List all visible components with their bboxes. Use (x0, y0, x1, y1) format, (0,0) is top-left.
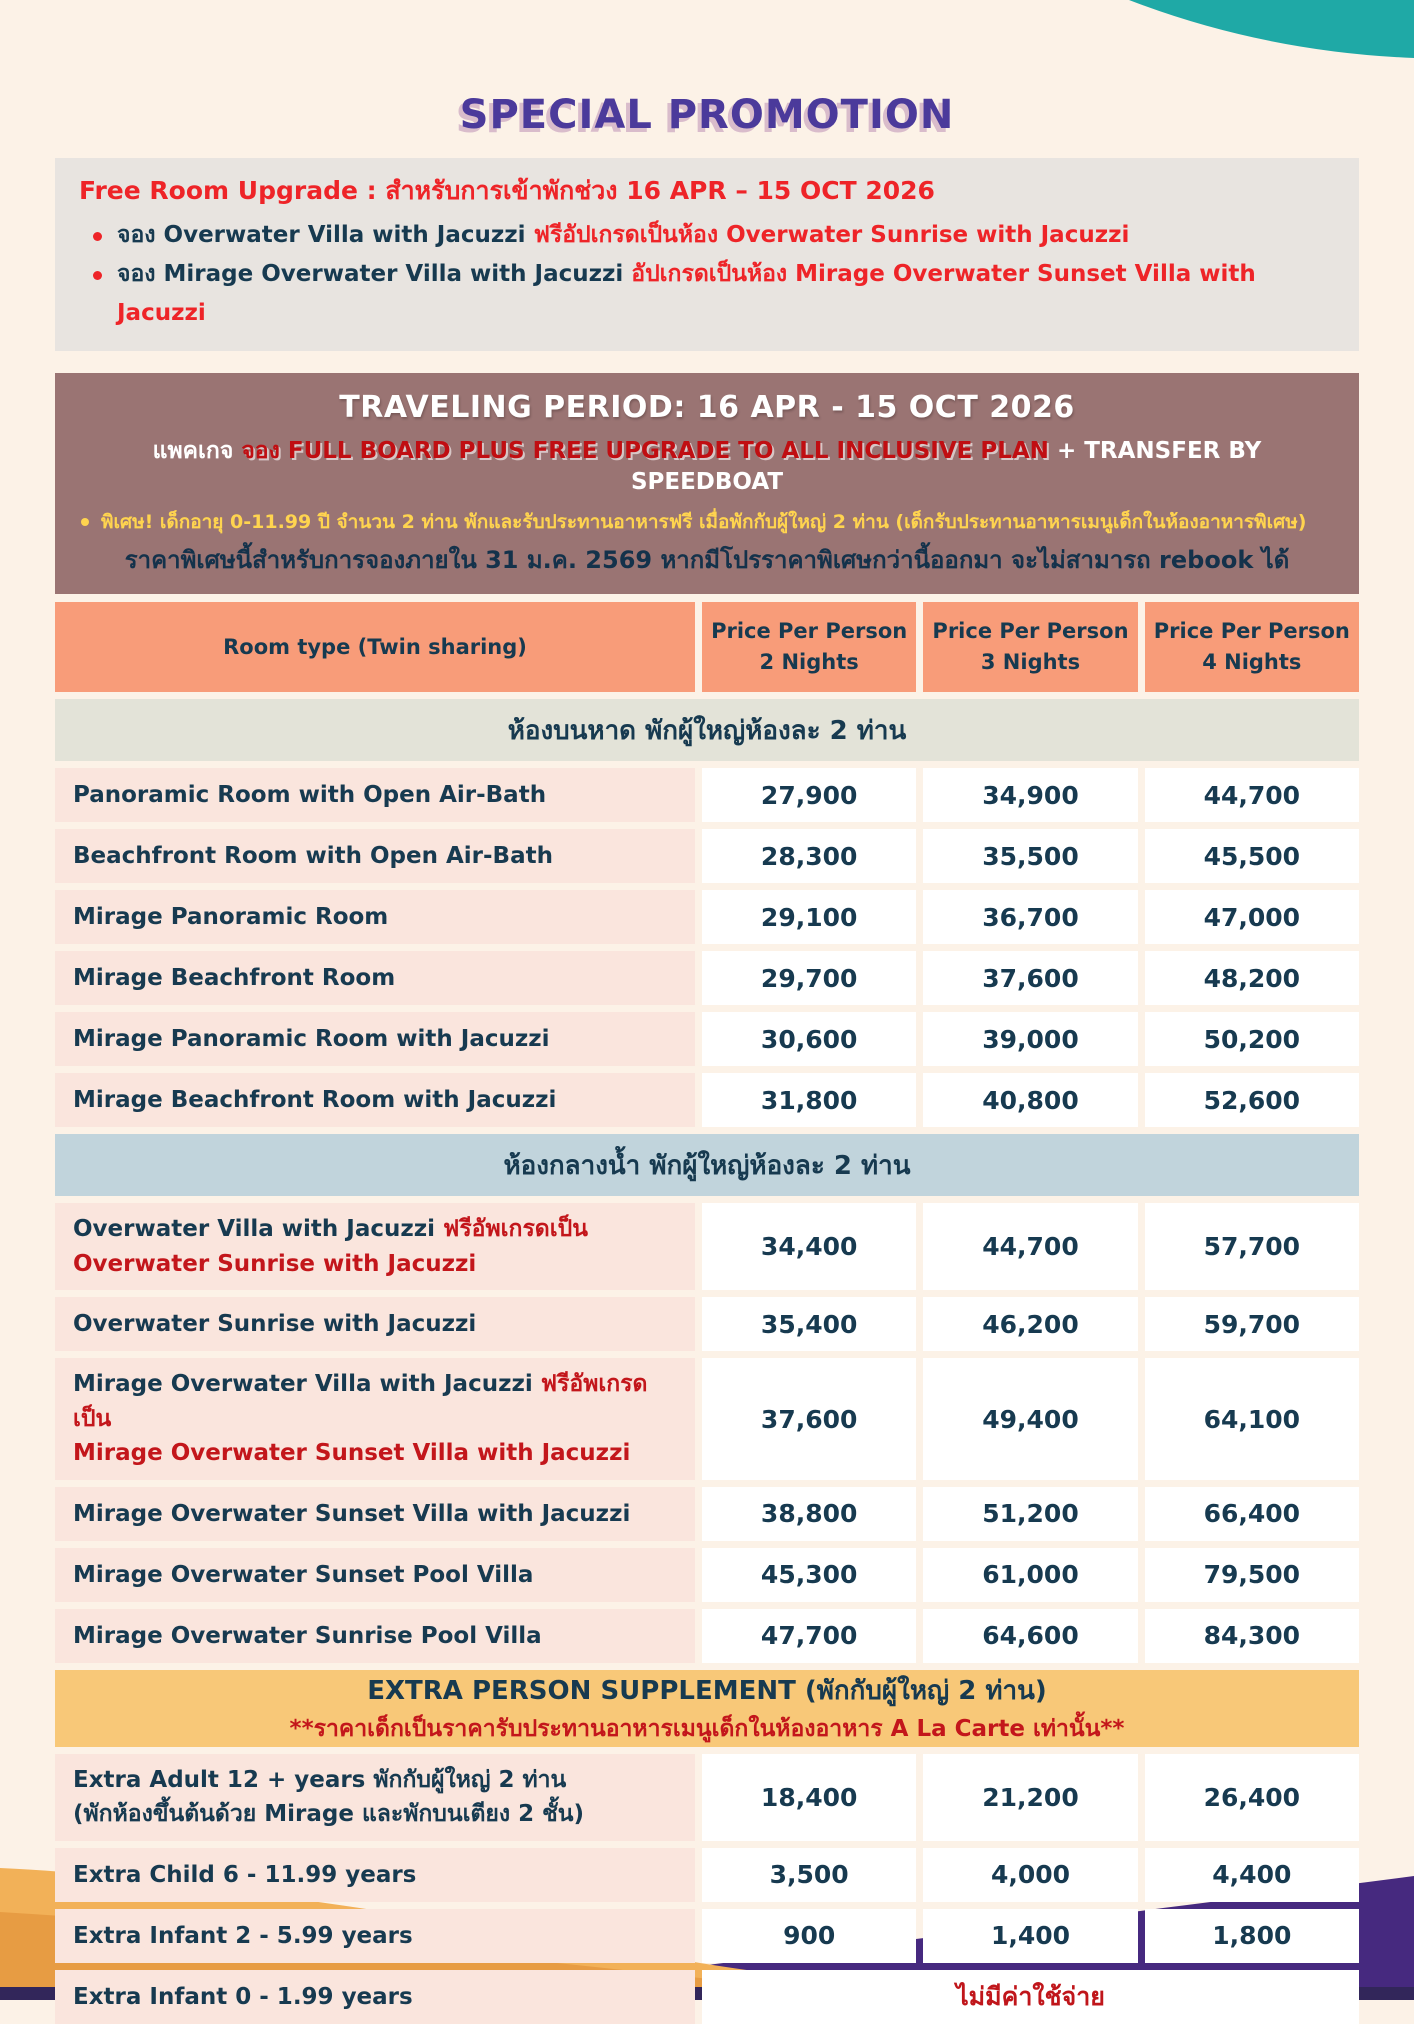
section-header-text: ห้องบนหาด พักผู้ใหญ่ห้องละ 2 ท่าน (507, 715, 907, 746)
price-cell: 29,100 (702, 890, 916, 944)
text-segment: ฟรีอัพเกรดเป็น (73, 1371, 648, 1432)
room-name (73, 839, 685, 874)
price-cell: 50,200 (1145, 1012, 1359, 1066)
column-header-label: Price Per Person (932, 618, 1129, 643)
price-cell: 46,200 (923, 1297, 1137, 1351)
free-upgrade-heading: Free Room Upgrade : สำหรับการเข้าพักช่วง 16 APR – 15 OCT 2026 (79, 176, 935, 205)
text-segment: Extra Child 6 - 11.99 years (73, 1861, 417, 1888)
room-name (73, 1763, 685, 1832)
room-name (73, 961, 685, 996)
price-cell: 40,800 (923, 1073, 1137, 1127)
traveling-period-box (55, 373, 1359, 594)
price-cell: 900 (702, 1909, 916, 1963)
price-cell: 21,200 (923, 1754, 1137, 1841)
children-free-bullet (73, 509, 1341, 536)
column-header-nights: 2 Nights (759, 650, 859, 675)
room-name (73, 1022, 685, 1057)
bullet-dot-icon (81, 518, 89, 526)
room-name-cell (55, 1297, 695, 1351)
room-name (73, 1367, 685, 1471)
price-cell: 3,500 (702, 1848, 916, 1902)
price-cell: 26,400 (1145, 1754, 1359, 1841)
column-header-price (923, 602, 1137, 692)
price-cell: 30,600 (702, 1012, 916, 1066)
section-header-text: EXTRA PERSON SUPPLEMENT (พักกับผู้ใหญ่ 2 ท่าน) (367, 1675, 1047, 1706)
room-name-cell (55, 829, 695, 883)
text-segment: Extra Adult 12 + years พักกับผู้ใหญ่ 2 ท่าน (73, 1766, 567, 1793)
room-name-cell (55, 1548, 695, 1602)
text-segment: Mirage Overwater Villa with Jacuzzi (73, 1371, 541, 1398)
column-header-price (1145, 602, 1359, 692)
room-name-cell (55, 1012, 695, 1066)
text-segment: Mirage Panoramic Room with Jacuzzi (73, 1026, 550, 1053)
price-cell: 1,400 (923, 1909, 1137, 1963)
price-cell: 64,100 (1145, 1358, 1359, 1480)
booking-deadline-note: ราคาพิเศษนี้สำหรับการจองภายใน 31 ม.ค. 2569 หากมีโปรราคาพิเศษกว่านี้ออกมา จะไม่สามารถ rebook ได้ (124, 546, 1290, 575)
text-segment: Mirage Panoramic Room (73, 904, 389, 931)
section-header (55, 1670, 1359, 1747)
text-segment: (พักห้องขึ้นต้นด้วย Mirage และพักบนเตียง 2 ชั้น) (73, 1801, 584, 1828)
price-cell: 18,400 (702, 1754, 916, 1841)
room-name (73, 1980, 685, 2015)
price-cell: 79,500 (1145, 1548, 1359, 1602)
price-cell: 57,700 (1145, 1203, 1359, 1290)
price-cell: 66,400 (1145, 1487, 1359, 1541)
traveling-period-title: TRAVELING PERIOD: 16 APR - 15 OCT 2026 (339, 390, 1075, 426)
price-cell: 45,300 (702, 1548, 916, 1602)
price-cell: 64,600 (923, 1609, 1137, 1663)
price-cell: 44,700 (1145, 768, 1359, 822)
text-segment: Panoramic Room with Open Air-Bath (73, 782, 547, 809)
section-header-text: ห้องกลางน้ำ พักผู้ใหญ่ห้องละ 2 ท่าน (503, 1150, 911, 1181)
column-header-room-type (55, 602, 695, 692)
price-cell: 29,700 (702, 951, 916, 1005)
column-header-label: Price Per Person (1153, 618, 1350, 643)
text-segment: Extra Infant 0 - 1.99 years (73, 1983, 413, 2010)
free-upgrade-bullet (75, 255, 1339, 333)
price-cell: 37,600 (702, 1358, 916, 1480)
price-cell: 49,400 (923, 1358, 1137, 1480)
text-segment: Mirage Overwater Sunset Villa with Jacuzzi (73, 1440, 631, 1467)
price-cell: 44,700 (923, 1203, 1137, 1290)
price-cell: 61,000 (923, 1548, 1137, 1602)
room-name-cell (55, 1487, 695, 1541)
free-upgrade-box (55, 158, 1359, 351)
text-segment: Overwater Sunrise with Jacuzzi (73, 1250, 477, 1277)
room-name-cell (55, 1754, 695, 1841)
text-segment: Beachfront Room with Open Air-Bath (73, 843, 553, 870)
room-name-cell (55, 1609, 695, 1663)
room-name-cell (55, 768, 695, 822)
children-free-text: พิเศษ! เด็กอายุ 0-11.99 ปี จำนวน 2 ท่าน พักและรับประทานอาหารฟรี เมื่อพักกับผู้ใหญ่ 2 ท่าน (เด็กรับประทานอาหารเมนูเด็กในห้องอาหารพิเศษ) (101, 510, 1307, 533)
price-cell: 84,300 (1145, 1609, 1359, 1663)
price-cell: 27,900 (702, 768, 916, 822)
text-segment: แพคเกจ (152, 437, 242, 464)
text-segment: Mirage Overwater Sunset Pool Villa (73, 1561, 534, 1588)
price-cell: 38,800 (702, 1487, 916, 1541)
price-cell: 59,700 (1145, 1297, 1359, 1351)
column-header-nights: 3 Nights (980, 650, 1081, 675)
price-cell: 31,800 (702, 1073, 916, 1127)
price-cell: 36,700 (923, 890, 1137, 944)
column-header-label: Price Per Person (711, 618, 908, 643)
column-header-nights: 4 Nights (1202, 650, 1302, 675)
room-name (73, 1497, 685, 1532)
price-cell: 34,400 (702, 1203, 916, 1290)
room-name-cell (55, 1909, 695, 1963)
price-cell: 39,000 (923, 1012, 1137, 1066)
text-segment: Overwater Sunrise with Jacuzzi (73, 1311, 477, 1338)
free-upgrade-bullet-list (75, 216, 1339, 333)
text-segment: Overwater Villa with Jacuzzi (73, 1216, 444, 1243)
room-name (73, 1919, 685, 1954)
room-name (73, 900, 685, 935)
room-name (73, 1212, 685, 1281)
column-header-price (702, 602, 916, 692)
no-charge-cell: ไม่มีค่าใช้จ่าย (702, 1970, 1359, 2024)
price-cell: 4,000 (923, 1848, 1137, 1902)
room-name-cell (55, 1073, 695, 1127)
text-segment: ฟรีอัปเกรดเป็นห้อง Overwater Sunrise with Jacuzzi (533, 221, 1130, 248)
text-segment: Extra Infant 2 - 5.99 years (73, 1922, 413, 1949)
text-segment: จอง Mirage Overwater Villa with Jacuzzi (117, 260, 632, 287)
text-segment: จอง FULL BOARD PLUS FREE UPGRADE TO ALL INCLUSIVE PLAN (241, 437, 1049, 464)
price-table (55, 602, 1359, 2024)
free-upgrade-bullet (75, 216, 1339, 255)
room-name (73, 1558, 685, 1593)
price-cell: 35,500 (923, 829, 1137, 883)
room-name (73, 1619, 685, 1654)
room-name-cell (55, 1848, 695, 1902)
price-cell: 47,700 (702, 1609, 916, 1663)
price-cell: 34,900 (923, 768, 1137, 822)
section-header-text: **ราคาเด็กเป็นราคารับประทานอาหารเมนูเด็กในห้องอาหาร A La Carte เท่านั้น** (289, 1715, 1125, 1742)
price-cell: 52,600 (1145, 1073, 1359, 1127)
room-name-cell (55, 1203, 695, 1290)
text-segment: อัปเกรดเป็นห้อง Mirage Overwater Sunset Villa with Jacuzzi (117, 260, 1256, 326)
room-name (73, 1858, 685, 1893)
price-cell: 37,600 (923, 951, 1137, 1005)
room-name-cell (55, 890, 695, 944)
room-name (73, 1307, 685, 1342)
text-segment: + TRANSFER BY SPEEDBOAT (630, 437, 1262, 495)
price-cell: 4,400 (1145, 1848, 1359, 1902)
section-header (55, 699, 1359, 761)
text-segment: ฟรีอัพเกรดเป็น (443, 1216, 588, 1243)
price-cell: 48,200 (1145, 951, 1359, 1005)
price-cell: 1,800 (1145, 1909, 1359, 1963)
room-name (73, 778, 685, 813)
price-cell: 47,000 (1145, 890, 1359, 944)
text-segment: จอง Overwater Villa with Jacuzzi (117, 221, 534, 248)
price-cell: 51,200 (923, 1487, 1137, 1541)
column-header-label: Room type (Twin sharing) (223, 634, 527, 659)
room-name-cell (55, 1970, 695, 2024)
package-line (73, 436, 1341, 498)
text-segment: Mirage Beachfront Room (73, 965, 396, 992)
price-cell: 28,300 (702, 829, 916, 883)
price-cell: 35,400 (702, 1297, 916, 1351)
room-name-cell (55, 1358, 695, 1480)
text-segment: Mirage Beachfront Room with Jacuzzi (73, 1087, 557, 1114)
room-name-cell (55, 951, 695, 1005)
text-segment: Mirage Overwater Sunset Villa with Jacuzzi (73, 1500, 631, 1527)
section-header (55, 1134, 1359, 1196)
page-title: SPECIAL PROMOTION (459, 92, 955, 138)
text-segment: Mirage Overwater Sunrise Pool Villa (73, 1622, 542, 1649)
room-name (73, 1083, 685, 1118)
price-cell: 45,500 (1145, 829, 1359, 883)
